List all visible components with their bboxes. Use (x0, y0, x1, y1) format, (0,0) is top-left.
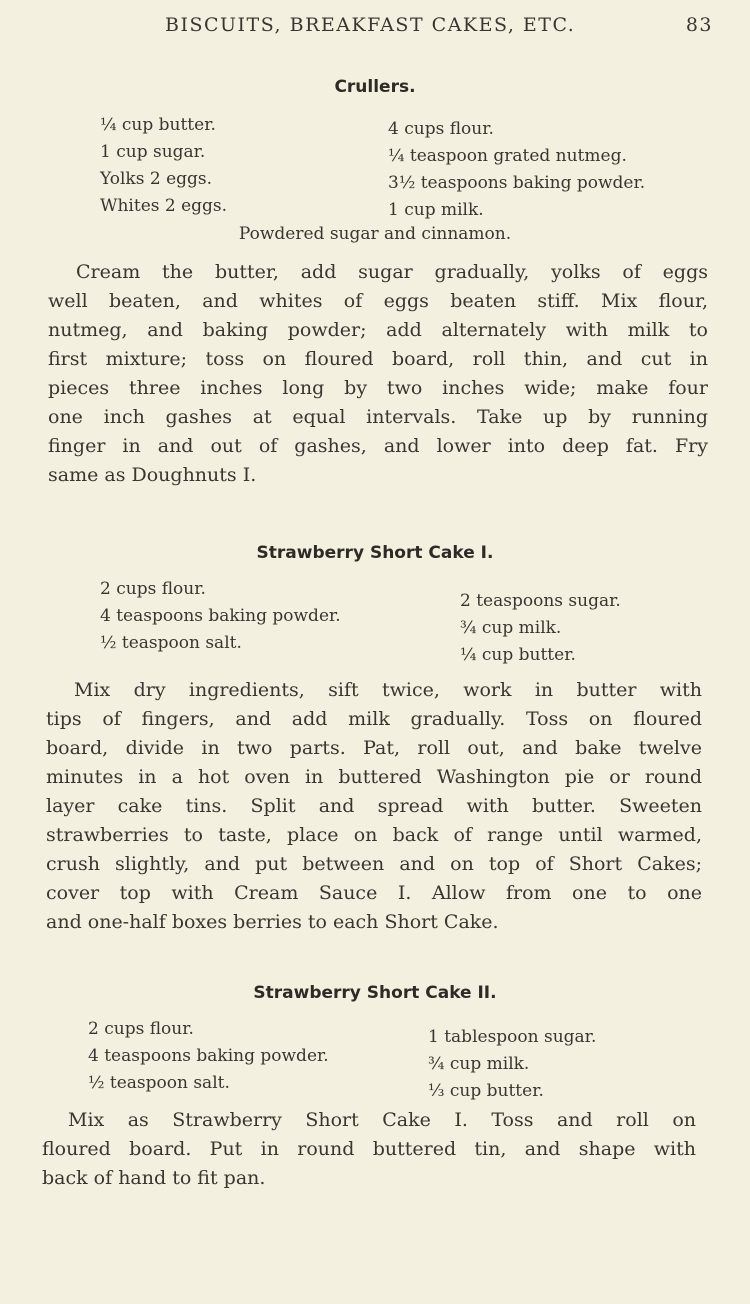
ingredients-right-crullers (388, 116, 645, 224)
ingredient: 4 teaspoons baking powder. (88, 1046, 329, 1066)
ingredient: ½ teaspoon salt. (100, 633, 242, 653)
method-line: board, divide in two parts. Pat, roll out, and bake twelve (46, 737, 702, 759)
method-line: tips of fingers, and add milk gradually. Toss on floured (46, 708, 702, 730)
running-title: BISCUITS, BREAKFAST CAKES, ETC. (165, 14, 576, 36)
recipe-title-crullers: Crullers. (334, 77, 416, 97)
ingredient: 1 cup milk. (388, 200, 484, 220)
method-line: minutes in a hot oven in buttered Washington pie or round (46, 766, 702, 788)
ingredient: 4 teaspoons baking powder. (100, 606, 341, 626)
ingredient: 1 cup sugar. (100, 142, 206, 162)
ingredient: 2 cups flour. (100, 579, 206, 599)
recipe-title-shortcake-2: Strawberry Short Cake II. (253, 983, 497, 1003)
method-line: cover top with Cream Sauce I. Allow from one to one (46, 882, 702, 904)
method-line: Cream the butter, add sugar gradually, yolks of eggs (76, 261, 708, 283)
method-line: first mixture; toss on floured board, roll thin, and cut in (48, 348, 708, 370)
method-line: strawberries to taste, place on back of range until warmed, (46, 824, 702, 846)
ingredients-right-shortcake-2 (428, 1024, 596, 1105)
ingredient: ⅓ cup butter. (428, 1081, 544, 1101)
ingredients-left-crullers (100, 112, 227, 220)
ingredient: ½ teaspoon salt. (88, 1073, 230, 1093)
ingredient: Yolks 2 eggs. (100, 169, 213, 189)
page-number: 83 (685, 14, 713, 36)
method-line: nutmeg, and baking powder; add alternately with milk to (48, 319, 708, 341)
ingredients-left-shortcake-2 (88, 1016, 329, 1097)
ingredient: ¼ teaspoon grated nutmeg. (388, 146, 627, 166)
method-line: and one-half boxes berries to each Short Cake. (46, 911, 499, 933)
method-line: pieces three inches long by two inches wide; make four (48, 377, 708, 399)
ingredients-left-shortcake-1 (100, 576, 341, 657)
method-line: Mix dry ingredients, sift twice, work in butter with (74, 679, 702, 701)
method-shortcake-1 (46, 676, 702, 937)
ingredient: 3½ teaspoons baking powder. (388, 173, 646, 193)
method-line: layer cake tins. Split and spread with butter. Sweeten (46, 795, 702, 817)
method-line: finger in and out of gashes, and lower into deep fat. Fry (48, 435, 708, 457)
ingredient: Whites 2 eggs. (100, 196, 228, 216)
running-header (165, 14, 713, 36)
ingredient: 2 teaspoons sugar. (460, 591, 621, 611)
method-line: one inch gashes at equal intervals. Take up by running (48, 406, 708, 428)
ingredient: ¾ cup milk. (460, 618, 562, 638)
ingredient: 2 cups flour. (88, 1019, 194, 1039)
ingredient: ¾ cup milk. (428, 1054, 530, 1074)
method-crullers (48, 258, 708, 490)
recipe-title-shortcake-1: Strawberry Short Cake I. (256, 543, 494, 563)
method-line: Mix as Strawberry Short Cake I. Toss and roll on (68, 1109, 696, 1131)
ingredient: 1 tablespoon sugar. (428, 1027, 597, 1047)
ingredient-garnish: Powdered sugar and cinnamon. (238, 224, 512, 244)
method-line: crush slightly, and put between and on top of Short Cakes; (46, 853, 702, 875)
ingredients-right-shortcake-1 (460, 588, 621, 669)
ingredient: 4 cups flour. (388, 119, 494, 139)
ingredient: ¼ cup butter. (100, 115, 216, 135)
method-shortcake-2 (42, 1106, 696, 1193)
method-line: back of hand to fit pan. (42, 1167, 266, 1189)
ingredient: ¼ cup butter. (460, 645, 576, 665)
method-line: same as Doughnuts I. (48, 464, 257, 486)
method-line: well beaten, and whites of eggs beaten stiff. Mix flour, (48, 290, 708, 312)
method-line: floured board. Put in round buttered tin, and shape with (42, 1138, 696, 1160)
